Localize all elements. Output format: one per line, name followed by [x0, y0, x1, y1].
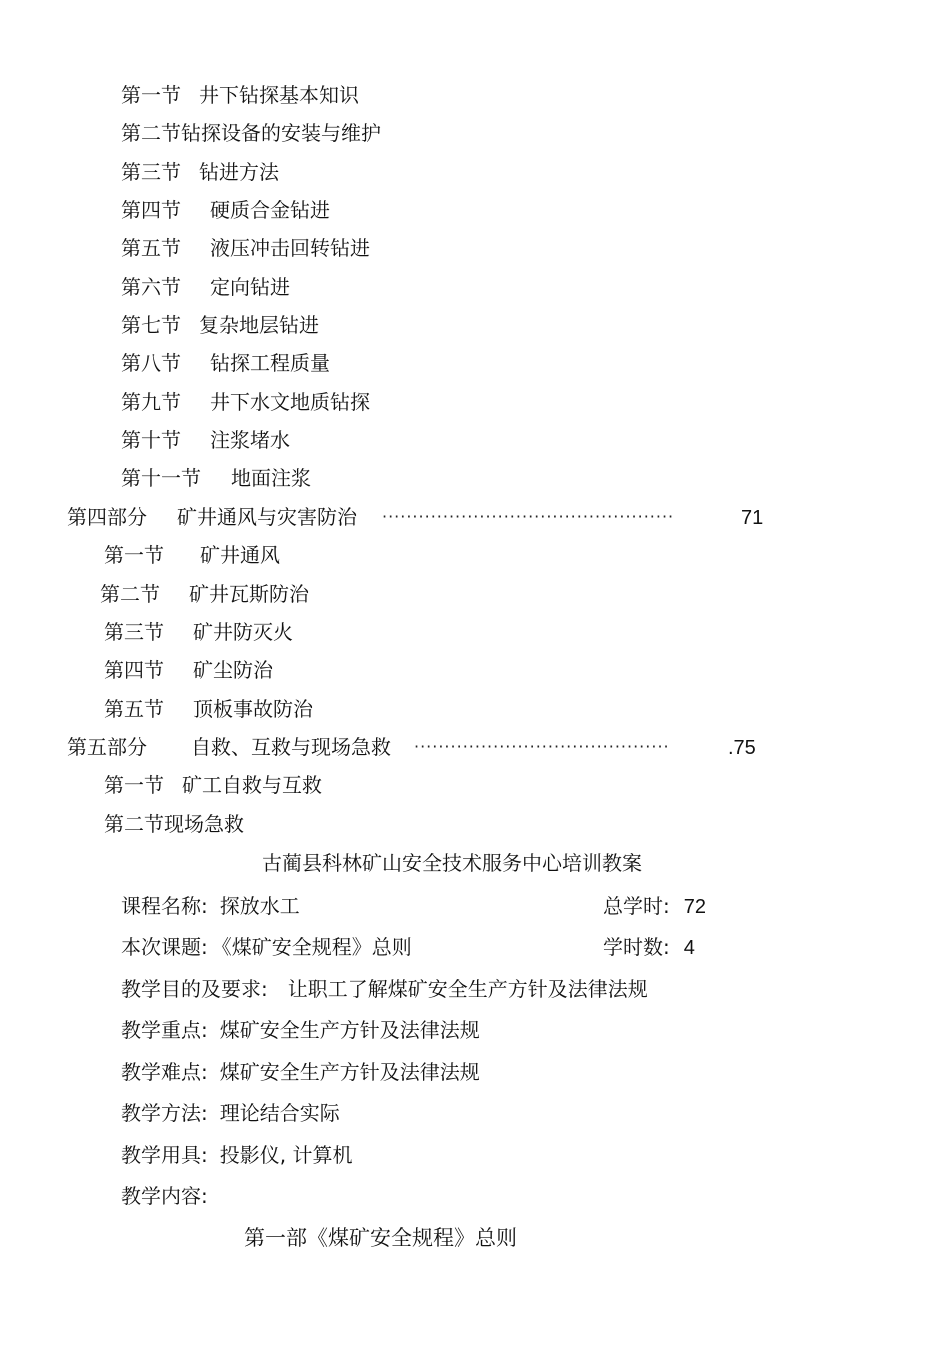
toc-part-5-page: .75 [728, 737, 756, 759]
toc-part-4-leader: ················································ [382, 507, 675, 526]
section-title: 复杂地层钻进 [199, 313, 319, 337]
toc-section-3-2 [121, 121, 381, 145]
topic-value: 《煤矿安全规程》总则 [211, 935, 412, 959]
section-title: 井下钻探基本知识 [199, 83, 359, 107]
toc-part-4 [67, 505, 357, 529]
section-label: 第二节 [104, 812, 164, 836]
course-name-label: 课程名称: [121, 894, 208, 918]
section-label: 第九节 [121, 390, 181, 414]
session-hours-label: 学时数: [603, 935, 670, 959]
section-label: 第七节 [121, 313, 181, 337]
section-title: 矿井通风 [200, 543, 280, 567]
section-label: 第三节 [121, 160, 181, 184]
section-label: 第十节 [121, 428, 181, 452]
toc-section-4-3 [104, 620, 293, 644]
toc-section-5-2 [104, 812, 244, 836]
toc-section-4-5 [104, 697, 313, 721]
objective-row [121, 977, 648, 1001]
objective-value: 让职工了解煤矿安全生产方针及法律法规 [287, 977, 648, 1001]
toc-part-5-leader: ·········································· [414, 737, 670, 756]
toc-section-3-11 [121, 466, 311, 490]
session-hours-value: 4 [683, 937, 695, 959]
part-title: 自救、互救与现场急救 [191, 735, 391, 759]
toc-section-3-10 [121, 428, 290, 452]
section-title: 井下水文地质钻探 [210, 390, 370, 414]
section-label: 第六节 [121, 275, 181, 299]
difficulties-label: 教学难点: [121, 1060, 208, 1084]
section-label: 第四节 [121, 198, 181, 222]
section-title: 顶板事故防治 [193, 697, 313, 721]
tools-value: 投影仪, 计算机 [219, 1143, 353, 1167]
section-label: 第一节 [104, 773, 164, 797]
content-label: 教学内容: [121, 1184, 208, 1208]
section-title: 定向钻进 [210, 275, 290, 299]
toc-part-4-page: 71 [741, 507, 764, 529]
toc-section-3-3 [121, 160, 279, 184]
tools-label: 教学用具: [121, 1143, 208, 1167]
section-title: 矿井防灭火 [193, 620, 293, 644]
section-label: 第五节 [104, 697, 164, 721]
toc-section-3-7 [121, 313, 319, 337]
section-label: 第三节 [104, 620, 164, 644]
total-hours-row [603, 894, 706, 919]
part-title: 矿井通风与灾害防治 [177, 505, 357, 529]
part-label: 第四部分 [67, 505, 147, 529]
toc-section-3-9 [121, 390, 370, 414]
section-label: 第八节 [121, 351, 181, 375]
key-points-value: 煤矿安全生产方针及法律法规 [219, 1018, 480, 1042]
toc-section-3-4 [121, 198, 330, 222]
total-hours-value: 72 [683, 896, 706, 918]
total-hours-label: 总学时: [603, 894, 670, 918]
toc-section-5-1 [104, 773, 322, 797]
course-name-value: 探放水工 [219, 894, 300, 918]
toc-section-3-8 [121, 351, 330, 375]
section-title: 现场急救 [164, 812, 244, 836]
toc-section-4-1 [104, 543, 280, 567]
difficulties-value: 煤矿安全生产方针及法律法规 [219, 1060, 480, 1084]
toc-section-4-2 [100, 582, 309, 606]
lesson-plan-heading: 古蔺县科林矿山安全技术服务中心培训教案 [262, 851, 642, 875]
section-label: 第十一节 [121, 466, 201, 490]
toc-section-3-5 [121, 236, 370, 260]
section-title: 液压冲击回转钻进 [210, 236, 370, 260]
key-points-label: 教学重点: [121, 1018, 208, 1042]
section-label: 第四节 [104, 658, 164, 682]
toc-section-4-4 [104, 658, 273, 682]
section-label: 第二节 [100, 582, 160, 606]
section-title: 矿井瓦斯防治 [189, 582, 309, 606]
method-row [121, 1101, 340, 1125]
toc-section-3-1 [121, 83, 359, 107]
section-title: 钻探工程质量 [210, 351, 330, 375]
key-points-row [121, 1018, 480, 1042]
section-label: 第一节 [104, 543, 164, 567]
method-label: 教学方法: [121, 1101, 208, 1125]
objective-label: 教学目的及要求: [121, 977, 268, 1001]
section-title: 注浆堵水 [210, 428, 290, 452]
section-label: 第五节 [121, 236, 181, 260]
section-title: 地面注浆 [231, 466, 311, 490]
difficulties-row [121, 1060, 480, 1084]
part-label: 第五部分 [67, 735, 147, 759]
session-hours-row [603, 935, 695, 960]
course-name-row [121, 894, 300, 918]
topic-label: 本次课题: [121, 935, 208, 959]
section-title: 硬质合金钻进 [210, 198, 330, 222]
toc-part-5 [67, 735, 391, 759]
section-title: 钻探设备的安装与维护 [181, 121, 381, 145]
section-title: 矿尘防治 [193, 658, 273, 682]
topic-row [121, 935, 412, 959]
section-label: 第二节 [121, 121, 181, 145]
section-title: 钻进方法 [199, 160, 279, 184]
tools-row [121, 1143, 352, 1167]
method-value: 理论结合实际 [219, 1101, 340, 1125]
section-label: 第一节 [121, 83, 181, 107]
section-title: 矿工自救与互救 [182, 773, 322, 797]
toc-section-3-6 [121, 275, 290, 299]
chapter-title: 第一部《煤矿安全规程》总则 [244, 1226, 517, 1250]
